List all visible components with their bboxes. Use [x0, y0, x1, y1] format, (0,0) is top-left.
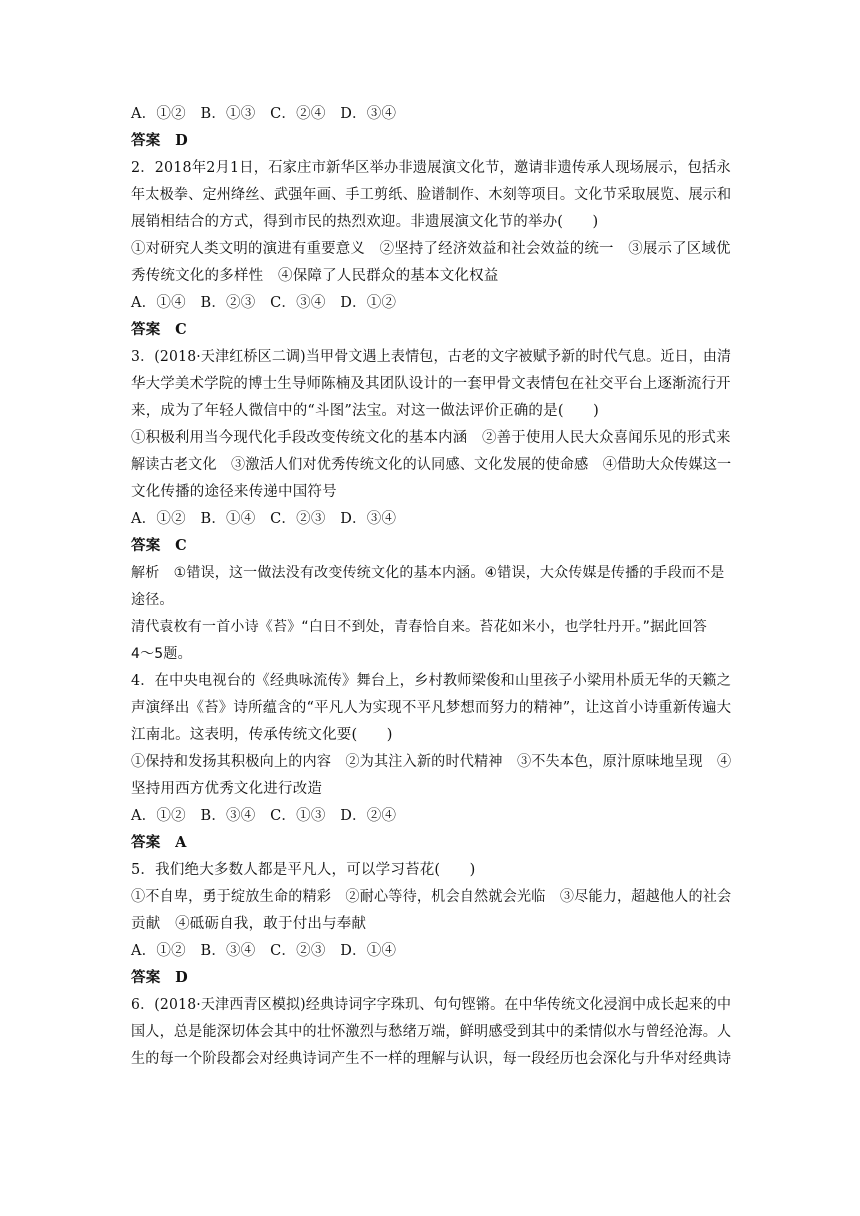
- poem-intro-line-1: 清代袁枚有一首小诗《苔》“白日不到处，青春恰自来。苔花如米小，也学牡丹开。”据此回答: [131, 619, 707, 635]
- poem-intro-line-2: 4～5题。: [131, 646, 192, 662]
- q3-stem-line-2: 华大学美术学院的博士生导师陈楠及其团队设计的一套甲骨文表情包在社交平台上逐渐流行开: [131, 376, 731, 392]
- q3-stem-line-1: 3．(2018·天津红桥区二调)当甲骨文遇上表情包，古老的文字被赋予新的时代气息。近日，由清: [131, 349, 732, 365]
- q6-stem-line-1: 6．(2018·天津西青区模拟)经典诗词字字珠玑、句句铿锵。在中华传统文化浸润中成长起来的中: [131, 997, 732, 1013]
- q3-answer: 答案 C: [131, 537, 187, 554]
- q2-answer: 答案 C: [131, 321, 187, 338]
- q4-answer: 答案 A: [131, 834, 187, 851]
- q3-options: A．①② B．①④ C．②③ D．③④: [131, 511, 397, 527]
- q1-options: A．①② B．①③ C．②④ D．③④: [131, 106, 397, 122]
- q1-answer: 答案 D: [131, 132, 188, 149]
- q4-choices-line-2: 坚持用西方优秀文化进行改造: [131, 781, 323, 797]
- q4-choices-line-1: ①保持和发扬其积极向上的内容 ②为其注入新的时代精神 ③不失本色，原汁原味地呈现 ④: [131, 754, 732, 770]
- q5-stem: 5．我们绝大多数人都是平凡人，可以学习苔花( ): [131, 862, 476, 878]
- q5-choices-line-1: ①不自卑，勇于绽放生命的精彩 ②耐心等待，机会自然就会光临 ③尽能力，超越他人的社会: [131, 889, 732, 905]
- q2-options: A．①④ B．②③ C．③④ D．①②: [131, 295, 397, 311]
- q3-analysis-line-1: 解析 ①错误，这一做法没有改变传统文化的基本内涵。④错误，大众传媒是传播的手段而不是: [131, 565, 725, 581]
- q2-choices-line-1: ①对研究人类文明的演进有重要意义 ②坚持了经济效益和社会效益的统一 ③展示了区域优: [131, 241, 731, 257]
- q4-stem-line-1: 4．在中央电视台的《经典咏流传》舞台上，乡村教师梁俊和山里孩子小梁用朴质无华的天籁之: [131, 673, 732, 689]
- q4-stem-line-3: 江南北。这表明，传承传统文化要( ): [131, 727, 393, 743]
- q3-choices-line-1: ①积极利用当今现代化手段改变传统文化的基本内涵 ②善于使用人民大众喜闻乐见的形式来: [131, 430, 731, 446]
- q2-stem-line-1: 2．2018年2月1日，石家庄市新华区举办非遗展演文化节，邀请非遗传承人现场展示，包括永: [131, 160, 731, 176]
- q4-options: A．①② B．③④ C．①③ D．②④: [131, 808, 397, 824]
- q3-choices-line-2: 解读古老文化 ③激活人们对优秀传统文化的认同感、文化发展的使命感 ④借助大众传媒这一: [131, 457, 732, 473]
- q3-stem-line-3: 来，成为了年轻人微信中的“斗图”法宝。对这一做法评价正确的是( ): [131, 403, 599, 419]
- q3-choices-line-3: 文化传播的途径来传递中国符号: [131, 484, 337, 500]
- q5-options: A．①② B．③④ C．②③ D．①④: [131, 943, 397, 959]
- q3-analysis-line-2: 途径。: [131, 592, 174, 608]
- q6-stem-line-3: 生的每一个阶段都会对经典诗词产生不一样的理解与认识，每一段经历也会深化与升华对经典诗: [131, 1051, 732, 1067]
- q5-answer: 答案 D: [131, 969, 188, 986]
- q2-stem-line-3: 展销相结合的方式，得到市民的热烈欢迎。非遗展演文化节的举办( ): [131, 214, 599, 230]
- q4-stem-line-2: 声演绎出《苔》诗所蕴含的“平凡人为实现不平凡梦想而努力的精神”，让这首小诗重新传遍大: [131, 700, 732, 716]
- q2-stem-line-2: 年太极拳、定州绛丝、武强年画、手工剪纸、脸谱制作、木刻等项目。文化节采取展览、展示和: [131, 187, 732, 203]
- q5-choices-line-2: 贡献 ④砥砺自我，敢于付出与奉献: [131, 916, 367, 932]
- q2-choices-line-2: 秀传统文化的多样性 ④保障了人民群众的基本文化权益: [131, 268, 499, 284]
- q6-stem-line-2: 国人，总是能深切体会其中的壮怀激烈与愁绪万端，鲜明感受到其中的柔情似水与曾经沧海。人: [131, 1024, 732, 1040]
